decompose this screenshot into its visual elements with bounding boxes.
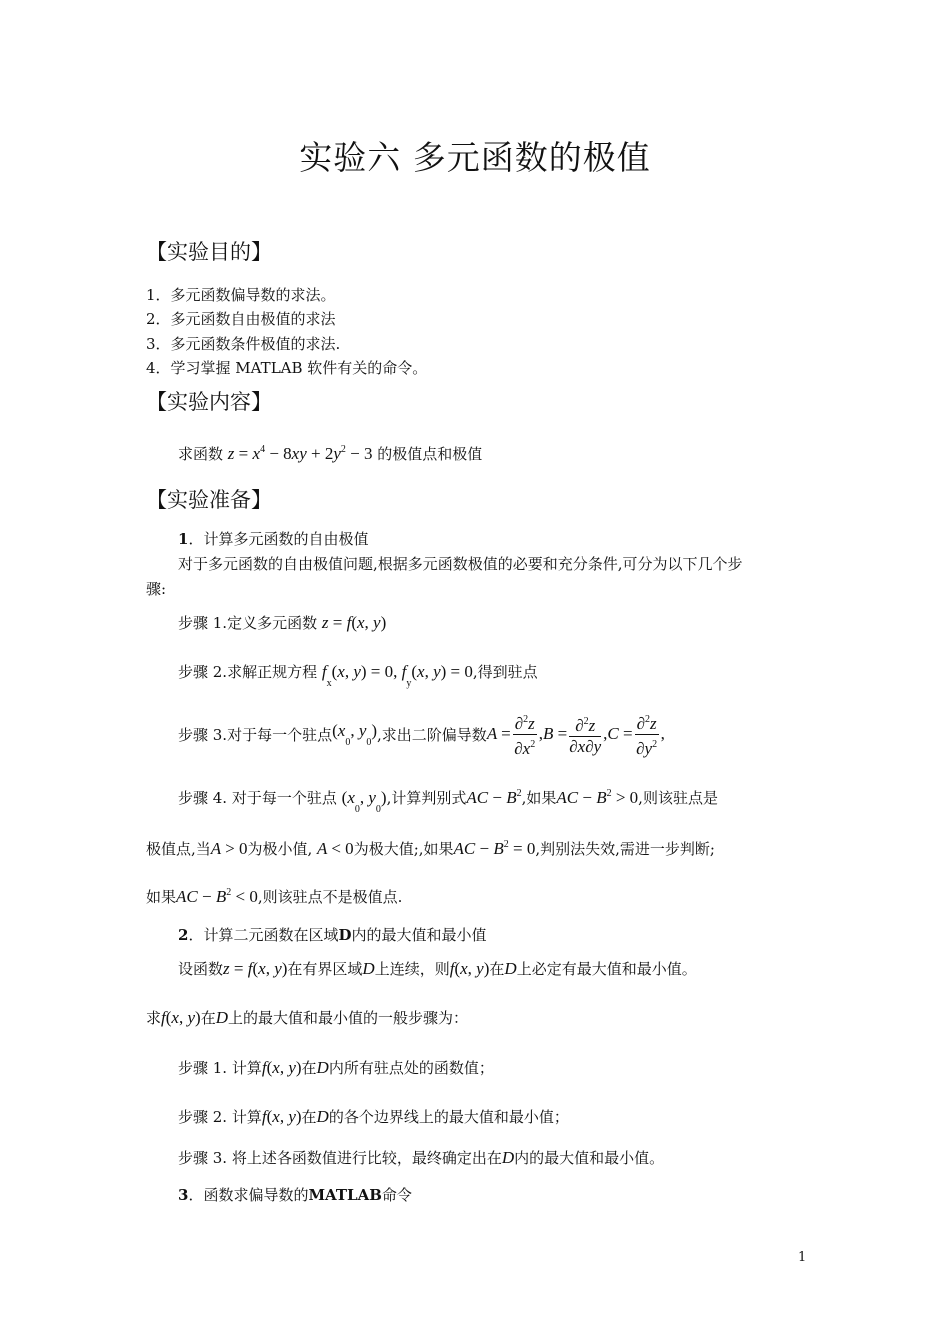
page-number: 1 — [798, 1250, 807, 1265]
purpose-item: 1．多元函数偏导数的求法。 — [146, 286, 336, 304]
prep2-line2: 求f(x, y)在D上的最大值和最小值的一般步骤为： — [146, 1008, 468, 1027]
fraction-C: $\frac{\partial^2z}{\partial y^2}$ — [635, 710, 659, 759]
prep2-step3: 步骤 3. 将上述各函数值进行比较，最终确定出在D内的最大值和最小值。 — [178, 1148, 665, 1167]
prep1-step4-line2: 极值点,当A > 0为极小值, A < 0为极大值;,如果AC − $B^2 = 0$,判别法失效,需进一步判断; — [146, 839, 715, 858]
purpose-item: 4．学习掌握 MATLAB 软件有关的命令。 — [146, 359, 428, 377]
prep1-heading: 1．计算多元函数的自由极值 — [178, 530, 369, 548]
prep1-step4-line3: 如果AC − $B^2 < 0$,则该驻点不是极值点. — [146, 887, 403, 906]
prep1-paragraph: 对于多元函数的自由极值问题,根据多元函数极值的必要和充分条件,可分为以下几个步 — [178, 555, 743, 573]
prep2-line1: 设函数z = f(x, y)在有界区域D上连续，则f(x, y)在D上必定有最大值和最小值。 — [178, 959, 697, 978]
prep2-heading: 2．计算二元函数在区域D内的最大值和最小值 — [178, 926, 487, 944]
prep2-step1: 步骤 1. 计算f(x, y)在D内所有驻点处的函数值； — [178, 1058, 494, 1077]
formula-z-function: $z = x^4 - 8xy + 2y^2 - 3$ — [227, 444, 373, 463]
prep1-step2: 步骤 2.求解正规方程 $f_x(x$, y) = 0, $f_y(x$, y) = 0,得到驻点 — [178, 662, 538, 689]
fraction-B: $\frac{\partial^2z}{\partial x\partial y}$ — [569, 712, 601, 757]
page-title: 实验六 多元函数的极值 — [299, 138, 651, 177]
purpose-item: 2．多元函数自由极值的求法 — [146, 310, 336, 328]
purpose-item: 3．多元函数条件极值的求法. — [146, 335, 341, 353]
prep3-heading: 3．函数求偏导数的MATLAB命令 — [178, 1186, 412, 1204]
prep1-step4: 步骤 4. 对于每一个驻点 ($x_0$, $y_0$),计算判别式AC − $B^2$,如果AC − $B^2 > 0$,则该驻点是 — [178, 788, 718, 815]
prep1-step1: 步骤 1.定义多元函数 z = f(x, y) — [178, 613, 387, 632]
prep1-step3: 步骤 3.对于每一个驻点 ($x_0$, $y_0$) ,求出二阶偏导数 A = $\frac{\partial^2z}{\partial x^2}$ ,B = $\frac{\partial^2z}{\partial x\partial y}$ ,C = $\frac{\partial^2z}{\partial y^2}$ , — [178, 706, 665, 762]
content-task: 求函数 $z = x^4 - 8xy + 2y^2 - 3$ 的极值点和极值 — [178, 444, 483, 463]
section-heading-prep: 【实验准备】 — [146, 488, 272, 512]
section-heading-purpose: 【实验目的】 — [146, 240, 272, 264]
prep2-step2: 步骤 2. 计算f(x, y)在D的各个边界线上的最大值和最小值； — [178, 1107, 569, 1126]
section-heading-content: 【实验内容】 — [146, 390, 272, 414]
prep1-paragraph-cont: 骤: — [146, 580, 167, 598]
fraction-A: $\frac{\partial^2z}{\partial x^2}$ — [513, 710, 537, 759]
